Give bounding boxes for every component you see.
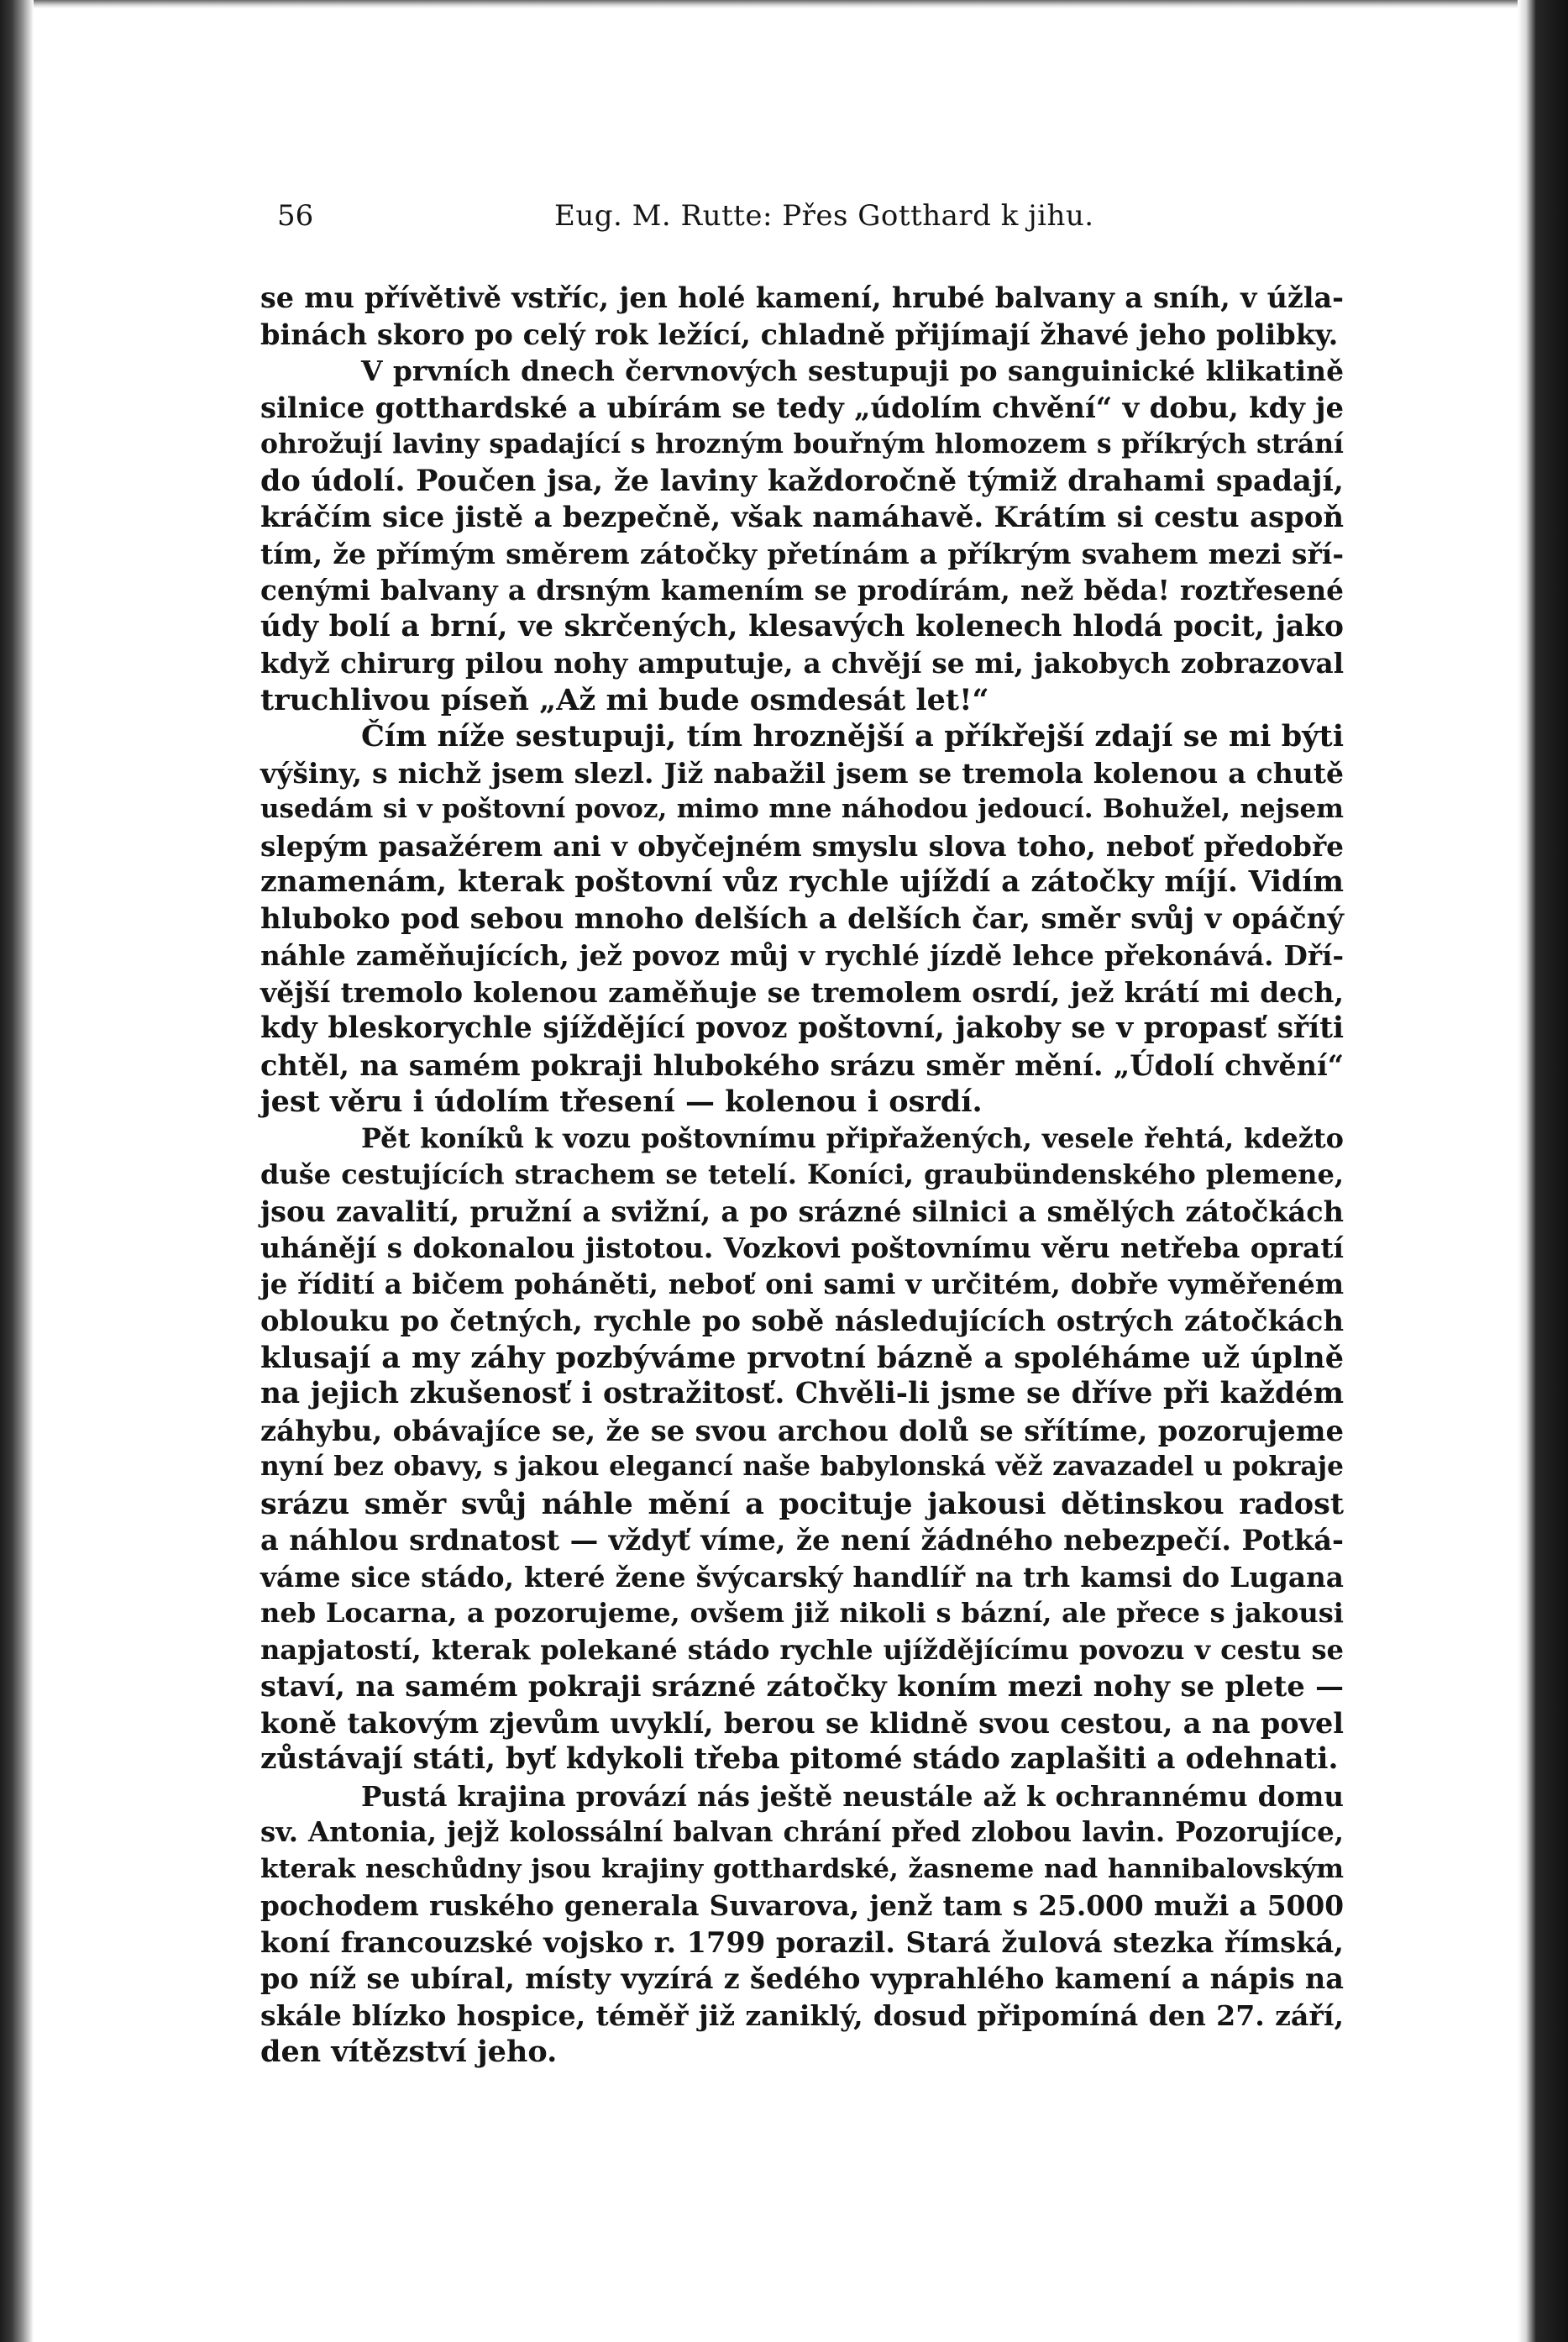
text-line: cenými balvany a drsným kamením se prodírám, než běda! roztřesené [260, 574, 1344, 607]
text-line: duše cestujících strachem se tetelí. Koníci, graubündenského plemene, [260, 1158, 1344, 1190]
page-number: 56 [277, 199, 314, 233]
text-line: zůstávají státi, byť kdykoli třeba pitomé stádo zaplašiti a odehnati. [260, 1742, 1339, 1776]
body-text [260, 280, 1344, 2071]
text-line: po níž se ubíral, místy vyzírá z šedého vyprahlého kamení a nápis na [260, 1962, 1344, 1995]
text-line: pochodem ruského generala Suvarova, jenž tam s 25.000 muži a 5000 [260, 1889, 1344, 1922]
text-line: jsou zavalití, pružní a svižní, a po srázné silnici a smělých zátočkách [260, 1195, 1344, 1228]
text-line: silnice gotthardské a ubírám se tedy „údolím chvění“ v dobu, kdy je [260, 390, 1344, 424]
text-line: kdy bleskorychle sjíždějící povoz poštovní, jakoby se v propasť sříti [260, 1011, 1344, 1045]
scan-shadow-top [0, 0, 1568, 8]
text-line: vější tremolo kolenou zaměňuje se tremolem osrdí, jež krátí mi dech, [260, 975, 1344, 1009]
text-line: nyní bez obavy, s jakou elegancí naše babylonská věž zavazadel u pokraje [260, 1452, 1344, 1482]
text-line: hluboko pod sebou mnoho delších a delších čar, směr svůj v opáčný [260, 901, 1344, 936]
text-line: údy bolí a brní, ve skrčených, klesavých kolenech hlodá pocit, jako [260, 609, 1344, 643]
text-line: chtěl, na samém pokraji hlubokého srázu směr mění. „Údolí chvění“ [260, 1048, 1344, 1082]
paragraph [260, 1121, 1344, 1778]
text-line: záhybu, obávajíce se, že se svou archou dolů se sřítíme, pozorujeme [260, 1413, 1344, 1447]
text-line: a náhlou srdnatost — vždyť víme, že není žádného nebezpečí. Potká- [260, 1523, 1344, 1557]
text-line: slepým pasažérem ani v obyčejném smyslu slova toho, neboť předobře [260, 829, 1344, 863]
text-line: ohrožují laviny spadající s hrozným bouřným hlomozem s příkrých strání [260, 428, 1344, 459]
text-line: Pustá krajina provází nás ještě neustále až k ochrannému domu [361, 1779, 1344, 1813]
text-line: uhánějí s dokonalou jistotou. Vozkovi poštovnímu věru netřeba opratí [260, 1231, 1344, 1264]
text-line: oblouku po četných, rychle po sobě následujících ostrých zátočkách [260, 1304, 1344, 1337]
text-line: kráčím sice jistě a bezpečně, však namáhavě. Krátím si cestu aspoň [260, 500, 1344, 533]
text-line: napjatostí, kterak polekané stádo rychle ujíždějícímu povozu v cestu se [260, 1633, 1344, 1666]
text-line: sv. Antonia, jejž kolossální balvan chrání před zlobou lavin. Pozorujíce, [260, 1816, 1344, 1848]
text-line: když chirurg pilou nohy amputuje, a chvějí se mi, jakobych zobrazoval [260, 647, 1344, 680]
text-line: do údolí. Poučen jsa, že laviny každoročně týmiž drahami spadají, [260, 463, 1344, 498]
paragraph [260, 1778, 1344, 2071]
running-title: Eug. M. Rutte: Přes Gotthard k jihu. [554, 199, 1094, 233]
paragraph [260, 280, 1344, 353]
paragraph [260, 718, 1344, 1121]
text-line: náhle zaměňujících, jež povoz můj v rychlé jízdě lehce překonává. Dří- [260, 939, 1344, 972]
text-line: V prvních dnech červnových sestupuji po sanguinické klikatině [361, 354, 1344, 387]
text-line: klusají a my záhy pozbýváme prvotní bázně a spoléháme už úplně [260, 1340, 1344, 1375]
paragraph [260, 353, 1344, 718]
text-line: Pět koníků k vozu poštovnímu připřažených, vesele řehtá, kdežto [361, 1121, 1344, 1154]
text-line: váme sice stádo, které žene švýcarský handlíř na trh kamsi do Lugana [260, 1560, 1344, 1594]
text-line: na jejich zkušenosť i ostražitosť. Chvěli-li jsme se dříve při každém [260, 1377, 1344, 1410]
text-line: binách skoro po celý rok ležící, chladně přijímají žhavé jeho polibky. [260, 317, 1339, 351]
text-line: koní francouzské vojsko r. 1799 porazil. Stará žulová stezka římská, [260, 1925, 1344, 1959]
text-line: je řídití a bičem poháněti, neboť oni sami v určitém, dobře vyměřeném [260, 1268, 1344, 1300]
scan-shadow-left [0, 0, 34, 2342]
text-line: skále blízko hospice, téměř již zaniklý, dosud připomíná den 27. září, [260, 1998, 1344, 2032]
text-line: kterak neschůdny jsou krajiny gotthardské, žasneme nad hannibalovským [260, 1853, 1344, 1884]
text-line: jest věru i údolím třesení — kolenou i osrdí. [260, 1084, 983, 1119]
text-line: srázu směr svůj náhle mění a pocituje jakousi dětinskou radost [260, 1486, 1344, 1521]
text-line: usedám si v poštovní povoz, mimo mne náhodou jedoucí. Bohužel, nejsem [260, 794, 1344, 824]
text-line: neb Locarna, a pozorujeme, ovšem již nikoli s bázní, ale přece s jakousi [260, 1597, 1344, 1629]
text-line: Čím níže sestupuji, tím hroznější a příkřejší zdají se mi býti [361, 719, 1344, 754]
running-head [277, 195, 1094, 237]
text-line: se mu přívětivě vstříc, jen holé kamení, hrubé balvany a sníh, v úžla- [260, 281, 1344, 314]
text-line: truchlivou píseň „Až mi bude osmdesát let!“ [260, 682, 989, 717]
text-line: výšiny, s nichž jsem slezl. Již nabažil jsem se tremola kolenou a chutě [260, 756, 1344, 790]
scan-shadow-right [1518, 0, 1568, 2342]
text-line: tím, že přímým směrem zátočky přetínám a příkrým svahem mezi sří- [260, 537, 1344, 570]
text-line: den vítězství jeho. [260, 2035, 558, 2069]
text-line: staví, na samém pokraji srázné zátočky koním mezi nohy se plete — [260, 1669, 1344, 1703]
text-line: znamenám, kterak poštovní vůz rychle ujíždí a zátočky míjí. Vidím [260, 865, 1344, 899]
text-line: koně takovým zjevům uvyklí, berou se klidně svou cestou, a na povel [260, 1706, 1344, 1740]
